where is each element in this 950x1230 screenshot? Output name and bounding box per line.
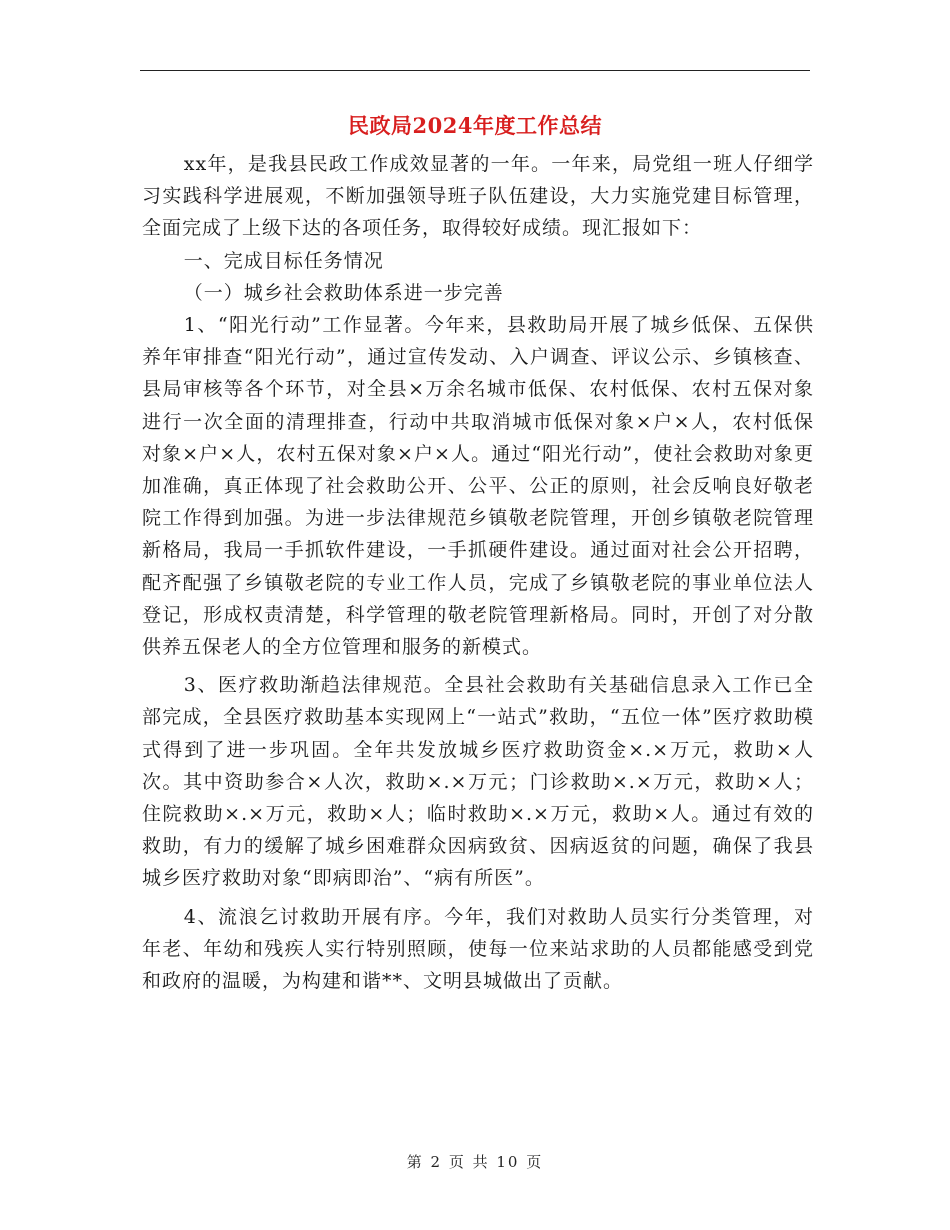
subsection-heading: （一）城乡社会救助体系进一步完善 bbox=[183, 281, 504, 304]
header-rule bbox=[140, 70, 810, 71]
paragraph-item-3: 3、医疗救助渐趋法律规范。全县社会救助有关基础信息录入工作已全部完成，全县医疗救助基本实现网上“一站式”救助，“五位一体”医疗救助模式得到了进一步巩固。全年共发放城乡医疗救助资金×.×万元，救助×人次。其中资助参合×人次，救助×.×万元；门诊救助×.×万元，救助×人；住院救助×.×万元，救助×人；临时救助×.×万元，救助×人。通过有效的救助，有力的缓解了城乡困难群众因病致贫、因病返贫的问题，确保了我县城乡医疗救助对象“即病即治”、“病有所医”。 bbox=[142, 674, 814, 890]
page-number-footer: 第 2 页 共 10 页 bbox=[406, 1153, 544, 1171]
paragraph-item-4: 4、流浪乞讨救助开展有序。今年，我们对救助人员实行分类管理，对年老、年幼和残疾人实行特别照顾，使每一位来站求助的人员都能感受到党和政府的温暖，为构建和谐**、文明县城做出了贡献。 bbox=[142, 905, 814, 993]
document-body bbox=[142, 148, 814, 997]
section-heading: 一、完成目标任务情况 bbox=[183, 249, 384, 272]
intro-paragraph: xx年，是我县民政工作成效显著的一年。一年来，局党组一班人仔细学习实践科学进展观，不断加强领导班子队伍建设，大力实施党建目标管理，全面完成了上级下达的各项任务，取得较好成绩。现汇报如下： bbox=[142, 153, 814, 240]
document-title: 民政局2024年度工作总结 bbox=[348, 113, 602, 138]
paragraph-item-1: 1、“阳光行动”工作显著。今年来，县救助局开展了城乡低保、五保供养年审排查“阳光行动”，通过宣传发动、入户调查、评议公示、乡镇核查、县局审核等各个环节，对全县×万余名城市低保、农村低保、农村五保对象进行一次全面的清理排查，行动中共取消城市低保对象×户×人，农村低保对象×户×人，农村五保对象×户×人。通过“阳光行动”，使社会救助对象更加准确，真正体现了社会救助公开、公平、公正的原则，社会反响良好敬老院工作得到加强。为进一步法律规范乡镇敬老院管理，开创乡镇敬老院管理新格局，我局一手抓软件建设，一手抓硬件建设。通过面对社会公开招聘，配齐配强了乡镇敬老院的专业工作人员，完成了乡镇敬老院的事业单位法人登记，形成权责清楚，科学管理的敬老院管理新格局。同时，开创了对分散供养五保老人的全方位管理和服务的新模式。 bbox=[142, 314, 814, 659]
